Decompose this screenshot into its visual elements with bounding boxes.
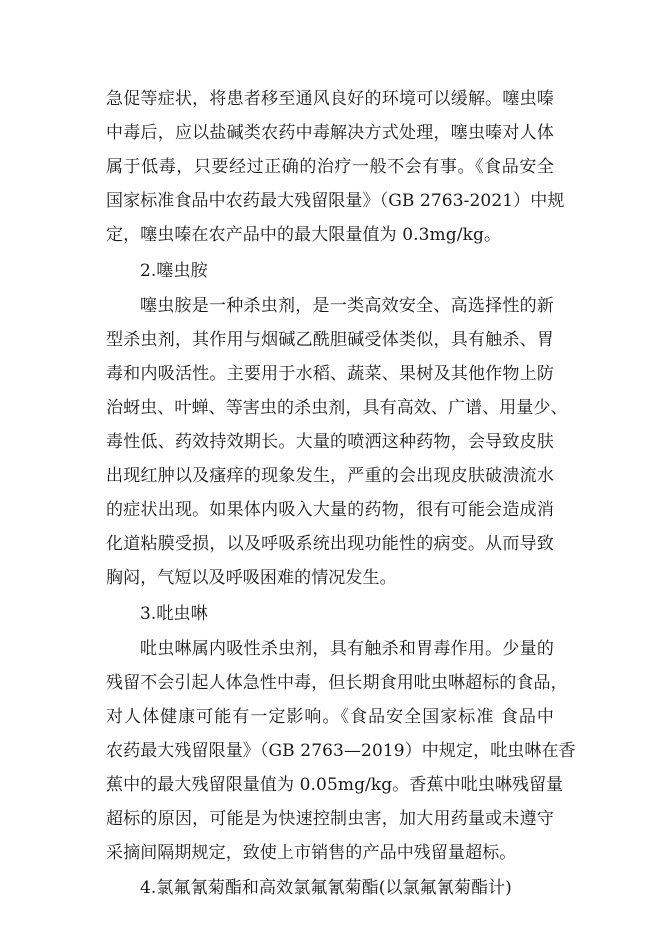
paragraph-2-line-2: 型杀虫剂，其作用与烟碱乙酰胆碱受体类似，具有触杀、胃	[106, 330, 554, 350]
paragraph-3-line-1: 吡虫啉属内吸性杀虫剂，具有触杀和胃毒作用。少量的	[140, 639, 554, 659]
paragraph-2-line-3: 毒和内吸活性。主要用于水稻、蔬菜、果树及其他作物上防	[106, 364, 554, 384]
paragraph-2-line-9: 胸闷，气短以及呼吸困难的情况发生。	[106, 568, 397, 588]
paragraph-3-line-4: 农药最大残留限量》（GB 2763—2019）中规定，吡虫啉在香	[106, 741, 576, 761]
paragraph-2-line-4: 治蚜虫、叶蝉、等害虫的杀虫剂，具有高效、广谱、用量少、	[106, 398, 568, 418]
paragraph-3-line-2: 残留不会引起人体急性中毒，但长期食用吡虫啉超标的食品，	[106, 673, 568, 693]
paragraph-1-line-1: 急促等症状，将患者移至通风良好的环境可以缓解。噻虫嗪	[106, 89, 554, 109]
paragraph-2-line-1: 噻虫胺是一种杀虫剂，是一类高效安全、高选择性的新	[140, 296, 554, 316]
paragraph-1-line-3: 属于低毒，只要经过正确的治疗一般不会有事。《食品安全	[106, 157, 554, 177]
section-heading-2: 2.噻虫胺	[140, 261, 208, 281]
paragraph-3-line-6: 超标的原因，可能是为快速控制虫害，加大用药量或未遵守	[106, 809, 554, 829]
paragraph-3-line-3: 对人体健康可能有一定影响。《食品安全国家标准 食品中	[106, 707, 554, 727]
paragraph-2-line-7: 的症状出现。如果体内吸入大量的药物，很有可能会造成消	[106, 500, 554, 520]
paragraph-3-line-7: 采摘间隔期规定，致使上市销售的产品中残留量超标。	[106, 843, 517, 863]
section-heading-4: 4.氯氟氰菊酯和高效氯氟氰菊酯(以氯氟氰菊酯计)	[140, 878, 512, 898]
paragraph-2-line-5: 毒性低、药效持效期长。大量的喷洒这种药物，会导致皮肤	[106, 432, 554, 452]
paragraph-3-line-5: 蕉中的最大残留限量值为 0.05mg/kg。香蕉中吡虫啉残留量	[106, 775, 564, 795]
paragraph-1-line-4: 国家标准食品中农药最大残留限量》（GB 2763-2021）中规	[106, 191, 565, 211]
paragraph-1-line-5: 定，噻虫嗪在农产品中的最大限量值为 0.3mg/kg。	[106, 225, 502, 245]
section-heading-3: 3.吡虫啉	[140, 604, 208, 624]
paragraph-1-line-2: 中毒后，应以盐碱类农药中毒解决方式处理，噻虫嗪对人体	[106, 123, 554, 143]
paragraph-2-line-8: 化道粘膜受损，以及呼吸系统出现功能性的病变。从而导致	[106, 534, 554, 554]
paragraph-2-line-6: 出现红肿以及瘙痒的现象发生，严重的会出现皮肤破溃流水	[106, 466, 554, 486]
